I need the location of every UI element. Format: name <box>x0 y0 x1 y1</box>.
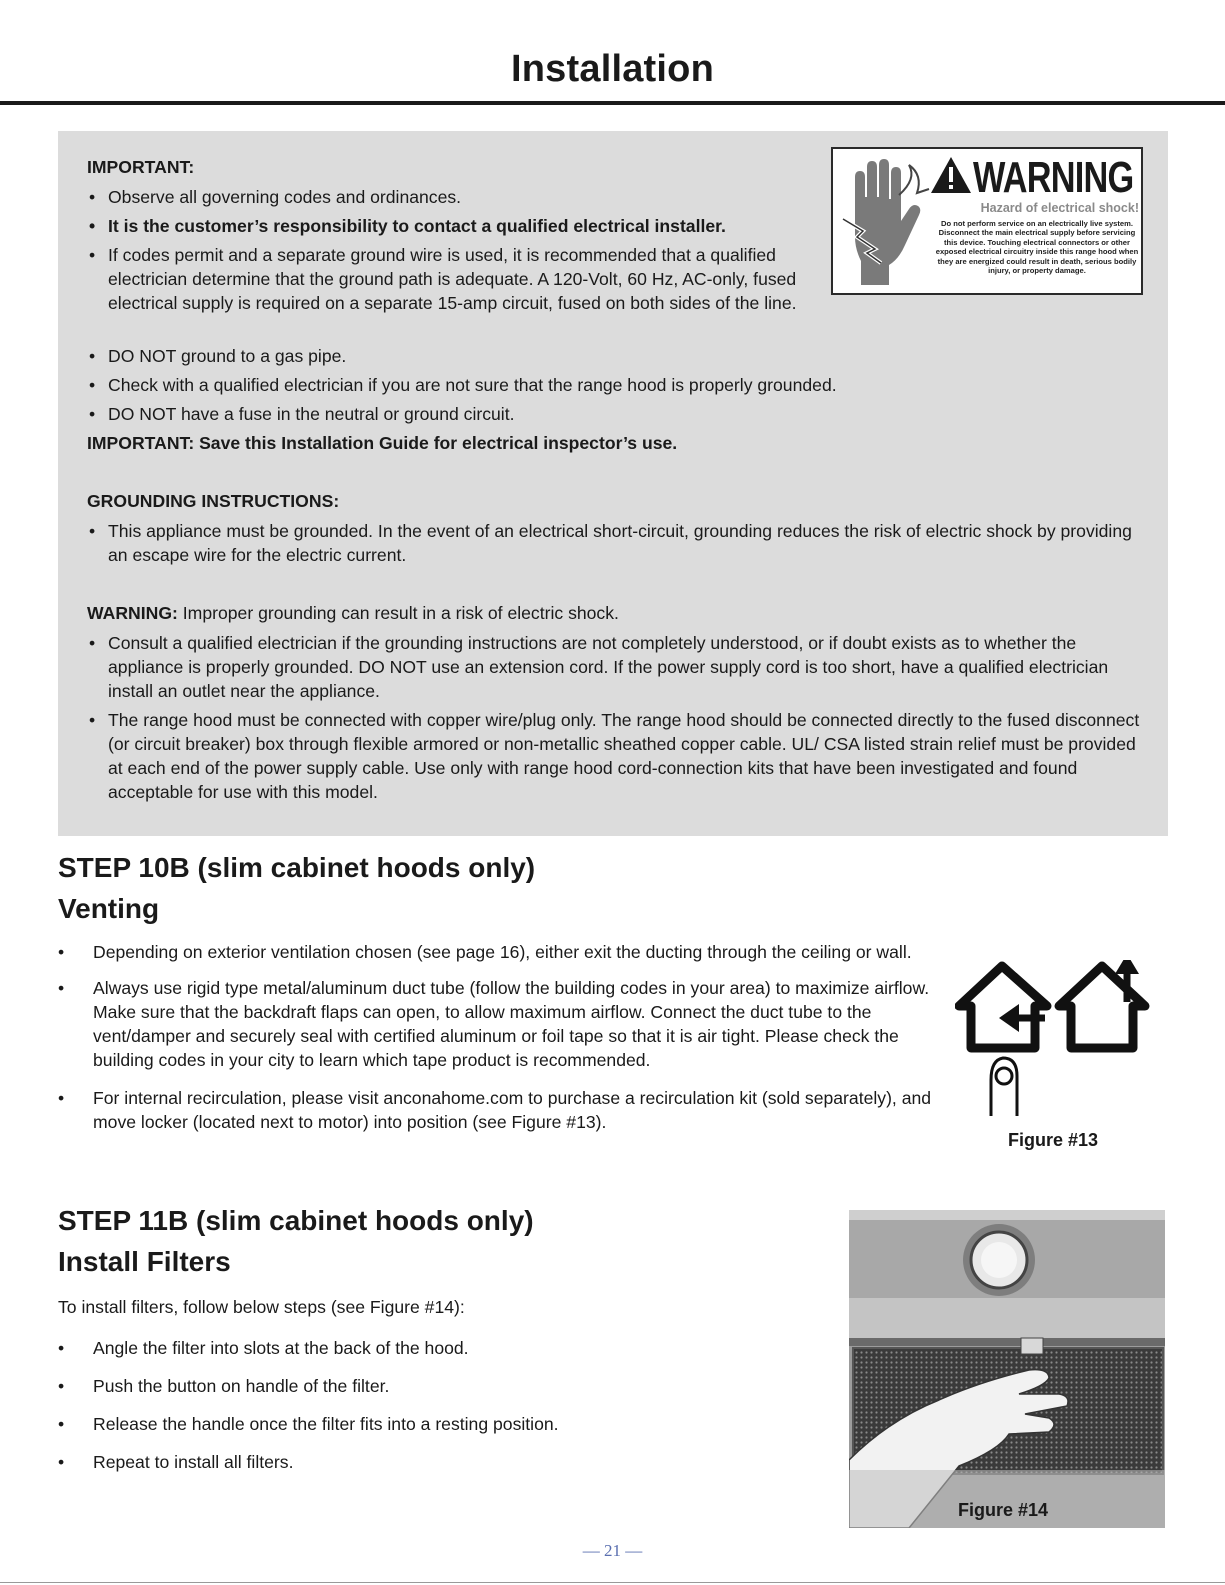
step10-list-top <box>58 940 1058 964</box>
step10-heading: STEP 10B (slim cabinet hoods only) <box>58 852 536 883</box>
grounding-heading: GROUNDING INSTRUCTIONS: <box>87 491 340 511</box>
list-item: • This appliance must be grounded. In the event of an electrical short-circuit, grounding reduces the risk of electric shock by providing an escape wire for the electric current. <box>87 519 1147 567</box>
warning-sign-subtitle: Hazard of electrical shock! <box>980 201 1139 215</box>
list-item: • Repeat to install all filters. <box>58 1450 758 1474</box>
page-number: — 21 — <box>582 1541 643 1560</box>
step10-list <box>58 976 948 1134</box>
warning-list <box>87 631 1147 809</box>
step10-subheading: Venting <box>58 893 160 924</box>
list-item: • If codes permit and a separate ground wire is used, it is recommended that a qualified electrician determine that the ground path is adequate. A 120-Volt, 60 Hz, AC-only, fused electrical supply is required on a separate 15-amp circuit, fused on both sides of the line. <box>87 243 837 315</box>
venting-figure <box>955 960 1160 1120</box>
list-item: • For internal recirculation, please visit anconahome.com to purchase a recirculation kit (sold separately), and move locker (located next to motor) into position (see Figure #13). <box>58 1086 948 1134</box>
step11-list <box>58 1336 758 1474</box>
figure14-caption: Figure #14 <box>958 1500 1049 1520</box>
warning-label: WARNING: <box>87 603 178 623</box>
warning-sign-body: Do not perform service on an electrically live system. Disconnect the main electrical supply before servicing this device. Touching electrical connectors or other exposed electrical circuitry inside this range hood when they are energized could result in death, serious bodily injury, or property damage. <box>935 219 1139 276</box>
grounding-list <box>87 519 1147 572</box>
page-title: Installation <box>511 48 714 90</box>
list-item: • Depending on exterior ventilation chosen (see page 16), either exit the ducting through the ceiling or wall. <box>58 940 1058 964</box>
step11-subheading: Install Filters <box>58 1246 231 1277</box>
list-item: • Observe all governing codes and ordinances. <box>87 185 837 209</box>
filter-install-photo <box>849 1210 1165 1528</box>
list-item: • The range hood must be connected with copper wire/plug only. The range hood should be connected directly to the fused disconnect (or circuit breaker) box through flexible armored or non-metallic sheathed copper cable. UL/ CSA listed strain relief must be provided at each end of the power supply cable. Use only with range hood cord-connection kits that have been investigated and found acceptable for use with this model. <box>87 708 1147 804</box>
warning-line <box>87 601 619 625</box>
figure13-caption: Figure #13 <box>1008 1130 1099 1150</box>
list-item: • DO NOT have a fuse in the neutral or ground circuit. <box>87 402 1147 426</box>
list-item: • Check with a qualified electrician if you are not sure that the range hood is properly grounded. <box>87 373 1147 397</box>
list-item: • It is the customer’s responsibility to contact a qualified electrical installer. <box>87 214 837 238</box>
warning-sign <box>831 147 1143 295</box>
save-note: IMPORTANT: Save this Installation Guide for electrical inspector’s use. <box>87 433 678 453</box>
list-item: • Angle the filter into slots at the back of the hood. <box>58 1336 758 1360</box>
list-item: • Consult a qualified electrician if the grounding instructions are not completely understood, or if doubt exists as to whether the appliance is properly grounded. DO NOT use an extension cord. If the power supply cord is too short, have a qualified electrician install an outlet near the appliance. <box>87 631 1147 703</box>
important-list <box>87 185 837 320</box>
bottom-rule <box>0 1582 1225 1583</box>
important-box <box>58 131 1168 836</box>
important-list-cont <box>87 344 1147 431</box>
important-heading: IMPORTANT: <box>87 157 195 177</box>
title-rule <box>0 101 1225 105</box>
list-item: • Always use rigid type metal/aluminum duct tube (follow the building codes in your area) to maximize airflow. Make sure that the backdraft flaps can open, to allow maximum airflow. Connect the duct tube to the vent/damper and securely seal with certified aluminum or foil tape so that it is air tight. Please check the building codes in your city to learn which tape product is recommended. <box>58 976 948 1072</box>
list-item: • Release the handle once the filter fits into a resting position. <box>58 1412 758 1436</box>
list-item: • DO NOT ground to a gas pipe. <box>87 344 1147 368</box>
step11-intro: To install filters, follow below steps (see Figure #14): <box>58 1297 465 1317</box>
list-item: • Push the button on handle of the filter. <box>58 1374 758 1398</box>
warning-sign-title: WARNING <box>973 153 1134 202</box>
warning-text: Improper grounding can result in a risk of electric shock. <box>177 603 619 623</box>
step11-heading: STEP 11B (slim cabinet hoods only) <box>58 1205 534 1236</box>
